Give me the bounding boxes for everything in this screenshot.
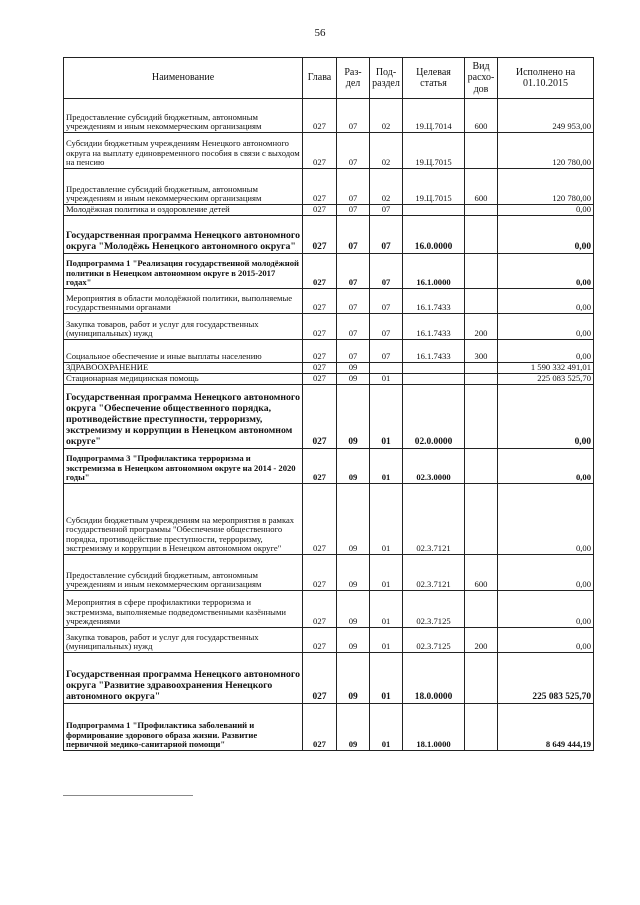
- header-expense-type: Вид расхо- дов: [465, 58, 498, 99]
- cell-chapter: 027: [303, 169, 337, 205]
- cell-subsection: 01: [370, 555, 403, 591]
- table-row: [64, 340, 594, 363]
- cell-expense-type: [465, 254, 498, 289]
- cell-name: Государственная программа Ненецкого автономного округа "Развитие здравоохранения Ненецкого автономного округа": [64, 653, 303, 704]
- cell-subsection: 07: [370, 289, 403, 314]
- table-row: [64, 653, 594, 704]
- cell-target: [403, 374, 465, 385]
- cell-chapter: 027: [303, 628, 337, 653]
- cell-target: 19.Ц.7014: [403, 99, 465, 133]
- cell-subsection: 07: [370, 254, 403, 289]
- table-row: [64, 363, 594, 374]
- header-executed: Исполнено на 01.10.2015: [498, 58, 594, 99]
- cell-expense-type: [465, 449, 498, 484]
- cell-expense-type: [465, 133, 498, 169]
- table-row: [64, 254, 594, 289]
- page-number: 56: [314, 27, 326, 39]
- cell-name: Предоставление субсидий бюджетным, автономным учреждениям и иным некоммерческим организациям: [64, 169, 303, 205]
- cell-executed: 0,00: [498, 314, 594, 340]
- cell-chapter: 027: [303, 555, 337, 591]
- header-target: Целевая статья: [403, 58, 465, 99]
- cell-target: 16.1.0000: [403, 254, 465, 289]
- cell-subsection: 02: [370, 99, 403, 133]
- cell-chapter: 027: [303, 653, 337, 704]
- cell-executed: 0,00: [498, 254, 594, 289]
- cell-executed: 225 083 525,70: [498, 653, 594, 704]
- cell-chapter: 027: [303, 385, 337, 449]
- cell-chapter: 027: [303, 289, 337, 314]
- cell-target: 02.3.7125: [403, 591, 465, 628]
- cell-executed: 0,00: [498, 216, 594, 254]
- cell-subsection: 07: [370, 314, 403, 340]
- cell-subsection: 01: [370, 628, 403, 653]
- cell-expense-type: [465, 591, 498, 628]
- cell-section: 07: [337, 205, 370, 216]
- cell-target: 16.1.7433: [403, 289, 465, 314]
- cell-executed: 0,00: [498, 205, 594, 216]
- cell-name: Предоставление субсидий бюджетным, автономным учреждениям и иным некоммерческим организациям: [64, 99, 303, 133]
- cell-subsection: 01: [370, 591, 403, 628]
- cell-expense-type: [465, 363, 498, 374]
- table-row: [64, 484, 594, 555]
- cell-chapter: 027: [303, 216, 337, 254]
- cell-section: 07: [337, 99, 370, 133]
- cell-name: Государственная программа Ненецкого автономного округа "Молодёжь Ненецкого автономного округа": [64, 216, 303, 254]
- cell-chapter: 027: [303, 314, 337, 340]
- cell-target: 16.0.0000: [403, 216, 465, 254]
- cell-executed: 0,00: [498, 289, 594, 314]
- cell-expense-type: 600: [465, 99, 498, 133]
- cell-chapter: 027: [303, 449, 337, 484]
- cell-subsection: 02: [370, 133, 403, 169]
- cell-target: [403, 363, 465, 374]
- cell-expense-type: [465, 653, 498, 704]
- cell-subsection: 01: [370, 653, 403, 704]
- cell-executed: 0,00: [498, 340, 594, 363]
- cell-section: 09: [337, 591, 370, 628]
- cell-name: Подпрограмма 1 "Реализация государственной молодёжной политики в Ненецком автономном округе в 2015-2017 годах": [64, 254, 303, 289]
- cell-subsection: 07: [370, 340, 403, 363]
- cell-name: Молодёжная политика и оздоровление детей: [64, 205, 303, 216]
- cell-chapter: 027: [303, 133, 337, 169]
- cell-executed: 0,00: [498, 385, 594, 449]
- cell-executed: 120 780,00: [498, 169, 594, 205]
- cell-chapter: 027: [303, 704, 337, 751]
- cell-name: Стационарная медицинская помощь: [64, 374, 303, 385]
- cell-executed: 249 953,00: [498, 99, 594, 133]
- cell-section: 09: [337, 704, 370, 751]
- table-row: [64, 385, 594, 449]
- cell-name: Социальное обеспечение и иные выплаты населению: [64, 340, 303, 363]
- cell-name: Мероприятия в сфере профилактики терроризма и экстремизма, выполняемые подведомственными казёнными учреждениями: [64, 591, 303, 628]
- cell-expense-type: 200: [465, 628, 498, 653]
- cell-expense-type: [465, 289, 498, 314]
- cell-expense-type: 300: [465, 340, 498, 363]
- cell-subsection: 01: [370, 484, 403, 555]
- cell-chapter: 027: [303, 591, 337, 628]
- cell-subsection: 07: [370, 205, 403, 216]
- cell-name: Подпрограмма 3 "Профилактика терроризма и экстремизма в Ненецком автономном округе на 2014 - 2020 годы": [64, 449, 303, 484]
- cell-expense-type: [465, 205, 498, 216]
- cell-section: 09: [337, 374, 370, 385]
- cell-chapter: 027: [303, 254, 337, 289]
- cell-target: 02.3.7125: [403, 628, 465, 653]
- cell-target: 19.Ц.7015: [403, 169, 465, 205]
- cell-executed: 120 780,00: [498, 133, 594, 169]
- cell-expense-type: [465, 385, 498, 449]
- cell-section: 09: [337, 385, 370, 449]
- cell-section: 09: [337, 449, 370, 484]
- cell-name: Субсидии бюджетным учреждениям на мероприятия в рамках государственной программы "Обеспечение общественного порядка, противодействие преступности, терроризму, экстремизму и коррупции в Ненецком автономном округе": [64, 484, 303, 555]
- cell-section: 09: [337, 555, 370, 591]
- table-row: [64, 216, 594, 254]
- cell-name: Закупка товаров, работ и услуг для государственных (муниципальных) нужд: [64, 314, 303, 340]
- cell-chapter: 027: [303, 363, 337, 374]
- cell-chapter: 027: [303, 205, 337, 216]
- cell-expense-type: [465, 704, 498, 751]
- cell-executed: 0,00: [498, 555, 594, 591]
- cell-executed: 0,00: [498, 449, 594, 484]
- table-row: [64, 374, 594, 385]
- cell-subsection: 01: [370, 385, 403, 449]
- table-row: [64, 99, 594, 133]
- table-row: [64, 314, 594, 340]
- table-row: [64, 449, 594, 484]
- cell-target: 19.Ц.7015: [403, 133, 465, 169]
- cell-expense-type: 600: [465, 555, 498, 591]
- cell-subsection: 01: [370, 704, 403, 751]
- cell-section: 07: [337, 216, 370, 254]
- cell-section: 07: [337, 289, 370, 314]
- cell-name: Закупка товаров, работ и услуг для государственных (муниципальных) нужд: [64, 628, 303, 653]
- table-row: [64, 133, 594, 169]
- footnote-divider: [63, 795, 193, 796]
- cell-expense-type: [465, 374, 498, 385]
- budget-table: [63, 57, 594, 751]
- cell-executed: 0,00: [498, 484, 594, 555]
- cell-target: 02.3.7121: [403, 484, 465, 555]
- cell-section: 07: [337, 340, 370, 363]
- cell-executed: 225 083 525,70: [498, 374, 594, 385]
- table-row: [64, 289, 594, 314]
- cell-section: 07: [337, 254, 370, 289]
- cell-subsection: 01: [370, 374, 403, 385]
- cell-subsection: 07: [370, 216, 403, 254]
- cell-section: 07: [337, 169, 370, 205]
- cell-expense-type: 200: [465, 314, 498, 340]
- table-row: [64, 205, 594, 216]
- header-name: Наименование: [64, 58, 303, 99]
- cell-section: 07: [337, 314, 370, 340]
- cell-target: 16.1.7433: [403, 340, 465, 363]
- cell-executed: 8 649 444,19: [498, 704, 594, 751]
- header-subsection: Под- раздел: [370, 58, 403, 99]
- cell-expense-type: [465, 216, 498, 254]
- table-row: [64, 555, 594, 591]
- cell-chapter: 027: [303, 484, 337, 555]
- table-row: [64, 591, 594, 628]
- header-section: Раз- дел: [337, 58, 370, 99]
- cell-section: 09: [337, 628, 370, 653]
- cell-target: 18.0.0000: [403, 653, 465, 704]
- cell-subsection: 01: [370, 449, 403, 484]
- cell-executed: 0,00: [498, 628, 594, 653]
- cell-section: 09: [337, 363, 370, 374]
- cell-target: [403, 205, 465, 216]
- cell-name: Государственная программа Ненецкого автономного округа "Обеспечение общественного порядка, противодействие преступности, терроризму, экстремизму и коррупции в Ненецком автономном округе": [64, 385, 303, 449]
- cell-target: 16.1.7433: [403, 314, 465, 340]
- cell-target: 02.0.0000: [403, 385, 465, 449]
- cell-executed: 0,00: [498, 591, 594, 628]
- cell-name: Предоставление субсидий бюджетным, автономным учреждениям и иным некоммерческим организациям: [64, 555, 303, 591]
- table-row: [64, 169, 594, 205]
- cell-chapter: 027: [303, 99, 337, 133]
- cell-subsection: [370, 363, 403, 374]
- cell-section: 07: [337, 133, 370, 169]
- cell-chapter: 027: [303, 340, 337, 363]
- cell-section: 09: [337, 484, 370, 555]
- table-row: [64, 628, 594, 653]
- cell-subsection: 02: [370, 169, 403, 205]
- cell-name: ЗДРАВООХРАНЕНИЕ: [64, 363, 303, 374]
- header-chapter: Глава: [303, 58, 337, 99]
- cell-section: 09: [337, 653, 370, 704]
- cell-target: 18.1.0000: [403, 704, 465, 751]
- cell-name: Подпрограмма 1 "Профилактика заболеваний и формирование здорового образа жизни. Развитие первичной медико-санитарной помощи": [64, 704, 303, 751]
- cell-target: 02.3.0000: [403, 449, 465, 484]
- cell-expense-type: [465, 484, 498, 555]
- table-row: [64, 704, 594, 751]
- cell-chapter: 027: [303, 374, 337, 385]
- cell-name: Субсидии бюджетным учреждениям Ненецкого автономного округа на выплату единовременного пособия в связи с выходом на пенсию: [64, 133, 303, 169]
- cell-expense-type: 600: [465, 169, 498, 205]
- cell-executed: 1 590 332 491,01: [498, 363, 594, 374]
- header-row: [64, 58, 594, 99]
- cell-target: 02.3.7121: [403, 555, 465, 591]
- cell-name: Мероприятия в области молодёжной политики, выполняемые государственными органами: [64, 289, 303, 314]
